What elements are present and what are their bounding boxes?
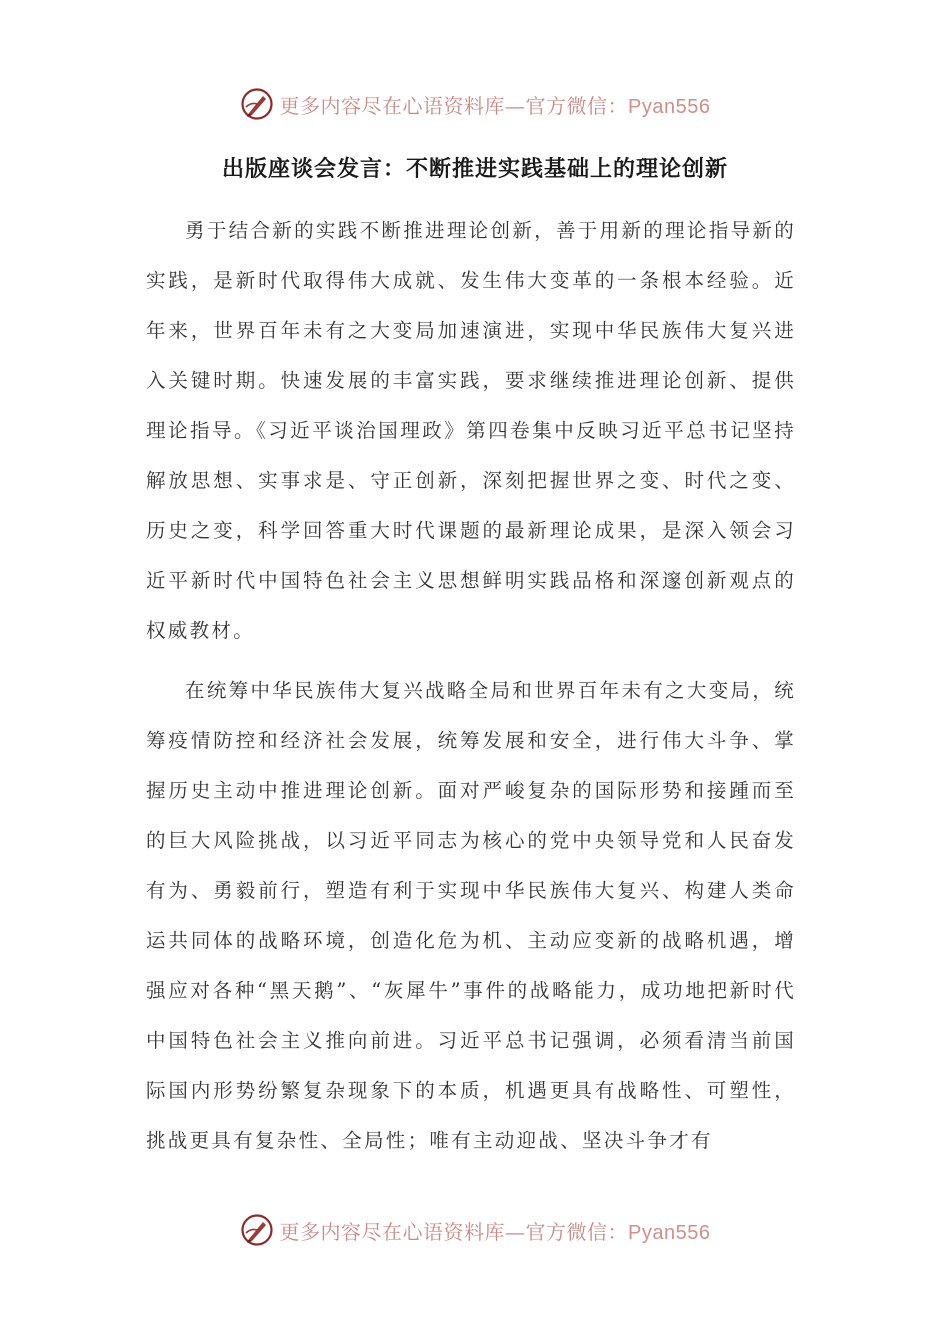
banner-site-name: 更多内容尽在心语资料库 <box>279 93 506 118</box>
banner-text <box>280 1216 711 1245</box>
banner-wechat-id: Pyan556 <box>628 1221 711 1244</box>
pen-logo-icon <box>240 1213 274 1247</box>
paragraph-2: 在统筹中华民族伟大复兴战略全局和世界百年未有之大变局，统筹疫情防控和经济社会发展，统筹发展和安全，进行伟大斗争、掌握历史主动中推进理论创新。面对严峻复杂的国际形势和接踵而至的巨大风险挑战，以习近平同志为核心的党中央领导党和人民奋发有为、勇毅前行，塑造有利于实现中华民族伟大复兴、构建人类命运共同体的战略环境，创造化危为机、主动应变新的战略机遇，增强应对各种“黑天鹅”、“灰犀牛”事件的战略能力，成功地把新时代中国特色社会主义推向前进。习近平总书记强调，必须看清当前国际国内形势纷繁复杂现象下的本质，机遇更具有战略性、可塑性，挑战更具有复杂性、全局性；唯有主动迎战、坚决斗争才有 <box>146 679 796 1152</box>
document-body <box>146 206 796 1166</box>
banner-text <box>280 90 711 119</box>
banner-site-name: 更多内容尽在心语资料库 <box>279 1219 506 1244</box>
header-banner <box>0 84 950 124</box>
banner-wechat-label: 官方微信： <box>525 1219 629 1244</box>
banner-wechat-id: Pyan556 <box>628 95 711 118</box>
pen-logo-icon <box>240 87 274 121</box>
footer-banner <box>0 1210 950 1250</box>
banner-dash: — <box>505 93 526 118</box>
banner-dash: — <box>505 1219 526 1244</box>
document-title: 出版座谈会发言：不断推进实践基础上的理论创新 <box>221 157 728 182</box>
paragraph-1: 勇于结合新的实践不断推进理论创新，善于用新的理论指导新的实践，是新时代取得伟大成就、发生伟大变革的一条根本经验。近年来，世界百年未有之大变局加速演进，实现中华民族伟大复兴进入关键时期。快速发展的丰富实践，要求继续推进理论创新、提供理论指导。《习近平谈治国理政》第四卷集中反映习近平总书记坚持解放思想、实事求是、守正创新，深刻把握世界之变、时代之变、历史之变，科学回答重大时代课题的最新理论成果，是深入领会习近平新时代中国特色社会主义思想鲜明实践品格和深邃创新观点的权威教材。 <box>146 219 796 642</box>
banner-wechat-label: 官方微信： <box>525 93 629 118</box>
